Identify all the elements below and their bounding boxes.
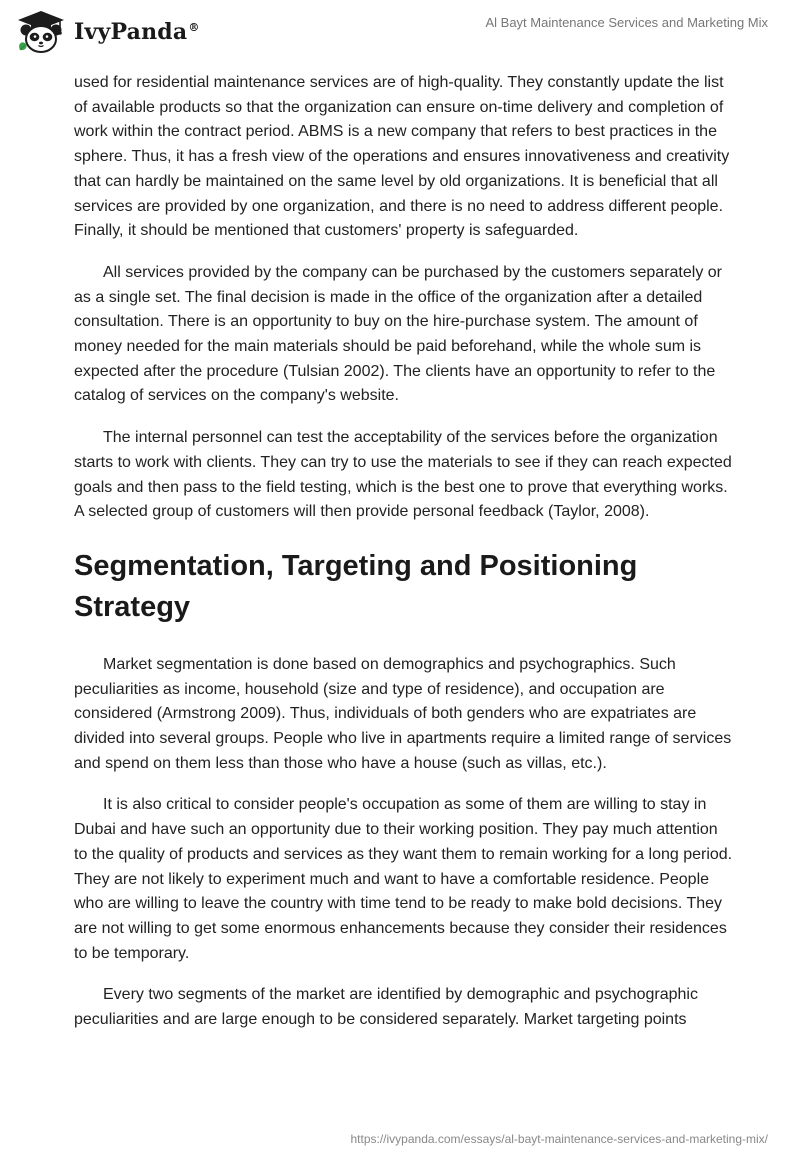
essay-content	[74, 71, 734, 1050]
logo-text: IvyPanda	[74, 19, 188, 45]
section-heading: Segmentation, Targeting and Positioning Strategy	[74, 549, 638, 623]
paragraph-1: used for residential maintenance services are of high-quality. They constantly update the list of available products so that the organization can ensure on-time delivery and completion of work within the contract period. ABMS is a new company that refers to best practices in the sphere. Thus, it has a fresh view of the operations and ensures innovativeness and creativity that can hardly be maintained on the same level by old organizations. It is beneficial that all services are provided by one organization, and there is no need to address different people. Finally, it should be mentioned that customers' property is safeguarded.	[74, 74, 730, 240]
paragraph-5: It is also critical to consider people's occupation as some of them are willing to stay in Dubai and have such an opportunity due to their working position. They pay much attention to the quality of products and services as they want them to remain working for a long period. They are not likely to experiment much and want to have a comfortable residence. People who are willing to leave the country with time tend to be ready to make bold decisions. They are not willing to get some enormous enhancements because they consider their residences to be temporary.	[74, 796, 733, 962]
paragraph-6: Every two segments of the market are identified by demographic and psychographic peculiarities and are large enough to be considered separately. Market targeting points	[74, 986, 698, 1029]
ivypanda-logo[interactable]	[14, 8, 200, 56]
source-url[interactable]: https://ivypanda.com/essays/al-bayt-maintenance-services-and-marketing-mix/	[350, 1132, 768, 1146]
paragraph-2: All services provided by the company can be purchased by the customers separately or as a single set. The final decision is made in the office of the organization after a detailed consultation. There is an opportunity to buy on the hire-purchase system. The amount of money needed for the main materials should be paid beforehand, while the whole sum is expected after the procedure (Tulsian 2002). The clients have an opportunity to refer to the catalog of services on the company's website.	[74, 263, 722, 405]
logo-wordmark	[74, 19, 200, 45]
paragraph-4: Market segmentation is done based on demographics and psychographics. Such peculiarities as income, household (size and type of residence), and occupation are considered (Armstrong 2009). Thus, individuals of both genders who are expatriates are divided into several groups. People who live in apartments require a limited range of services and spend on them less than those who have a house (such as villas, etc.).	[74, 655, 732, 772]
document-title: Al Bayt Maintenance Services and Marketing Mix	[485, 15, 768, 30]
panda-graduate-icon	[14, 8, 68, 56]
page-header	[0, 0, 800, 64]
trademark-symbol: ®	[188, 20, 200, 34]
paragraph-3: The internal personnel can test the acceptability of the services before the organization starts to work with clients. They can try to use the materials to see if they can reach expected goals and then pass to the field testing, which is the best one to prove that everything works. A selected group of customers will then provide personal feedback (Taylor, 2008).	[74, 429, 732, 521]
